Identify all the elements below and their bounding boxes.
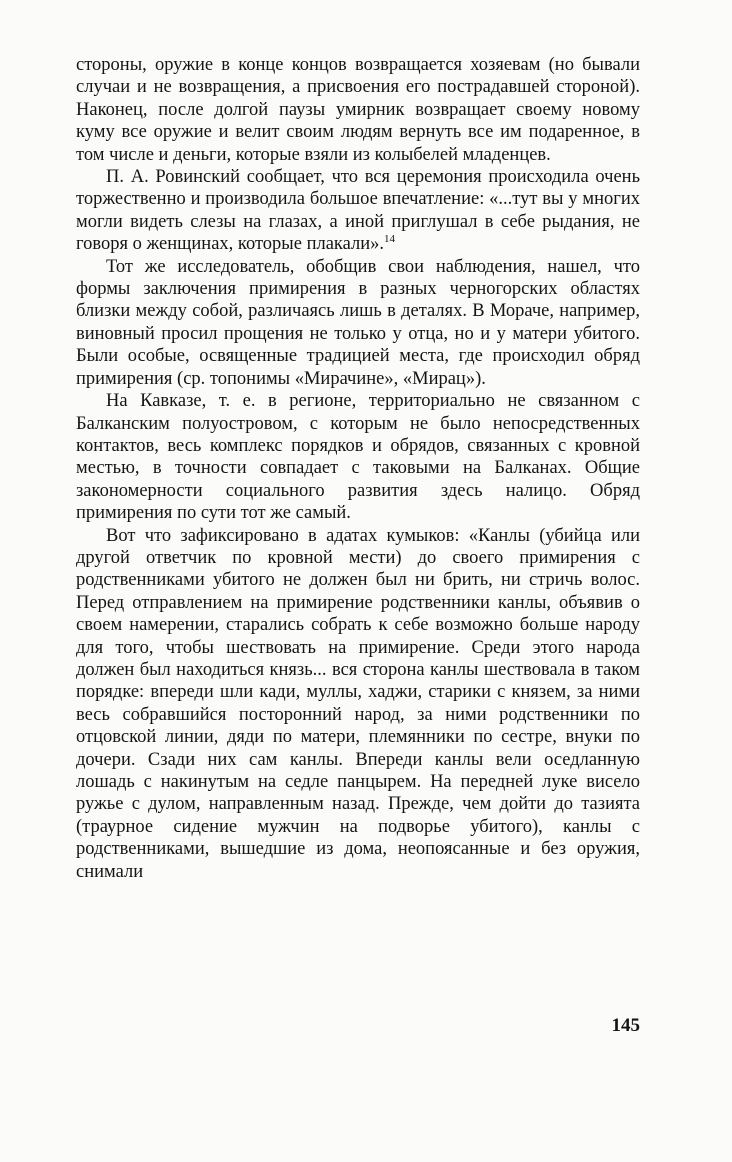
paragraph-2: [76, 166, 640, 256]
paragraph-3: [76, 256, 640, 390]
footnote-reference[interactable]: 14: [384, 233, 395, 246]
book-page-text: [76, 54, 640, 883]
paragraph-5: [76, 525, 640, 884]
paragraph-3-text: Тот же исследователь, обобщив свои наблюдения, нашел, что формы заключения примирения в разных черногорских областях близки между собой, различаясь лишь в деталях. В Мораче, например, виновный просил прощения не только у отца, но и у матери убитого. Были особые, освященные традицией места, где происходил обряд примирения (ср. топонимы «Мирачине», «Мирац»).: [76, 256, 640, 389]
paragraph-5-text: Вот что зафиксировано в адатах кумыков: «Канлы (убийца или другой ответчик по кровной мести) до своего примирения с родственниками убитого не должен был ни брить, ни стричь волос. Перед отправлением на примирение родственники канлы, объявив о своем намерении, старались собрать к себе возможно больше народу для того, чтобы шествовать на примирение. Среди этого народа должен был находиться князь... вся сторона канлы шествовала в таком порядке: впереди шли кади, муллы, хаджи, старики с князем, за ними весь собравшийся посторонний народ, за ними родственники по отцовской линии, дяди по матери, племянники по сестре, внуки по дочери. Сзади них сам канлы. Впереди канлы вели оседланную лошадь с накинутым на седле панцырем. На передней луке висело ружье с дулом, направленным назад. Прежде, чем дойти до тазията (траурное сидение мужчин на подворье убитого), канлы с родственниками, вышедшие из дома, неопоясанные и без оружия, снимали: [76, 525, 640, 882]
paragraph-4-text: На Кавказе, т. е. в регионе, территориально не связанном с Балканским полуостровом, с которым не было непосредственных контактов, весь комплекс порядков и обрядов, связанных с кровной местью, в точности совпадает с таковыми на Балканах. Общие закономерности социального развития здесь налицо. Обряд примирения по сути тот же самый.: [76, 391, 640, 524]
paragraph-2-text: П. А. Ровинский сообщает, что вся церемония происходила очень торжественно и производила большое впечатление: «...тут вы у многих могли видеть слезы на глазах, а иной приглушал в себе рыдания, не говоря о женщинах, которые плакали».: [76, 167, 640, 255]
paragraph-1: [76, 54, 640, 166]
paragraph-1-text: стороны, оружие в конце концов возвращается хозяевам (но бывали случаи и не возвращения, а присвоения его пострадавшей стороной). Наконец, после долгой паузы умирник возвращает своему новому куму все оружие и велит своим людям вернуть все им подаренное, в том числе и деньги, которые взяли из колыбелей младенцев.: [76, 55, 640, 165]
paragraph-4: [76, 390, 640, 524]
page-number: 145: [611, 1015, 640, 1036]
